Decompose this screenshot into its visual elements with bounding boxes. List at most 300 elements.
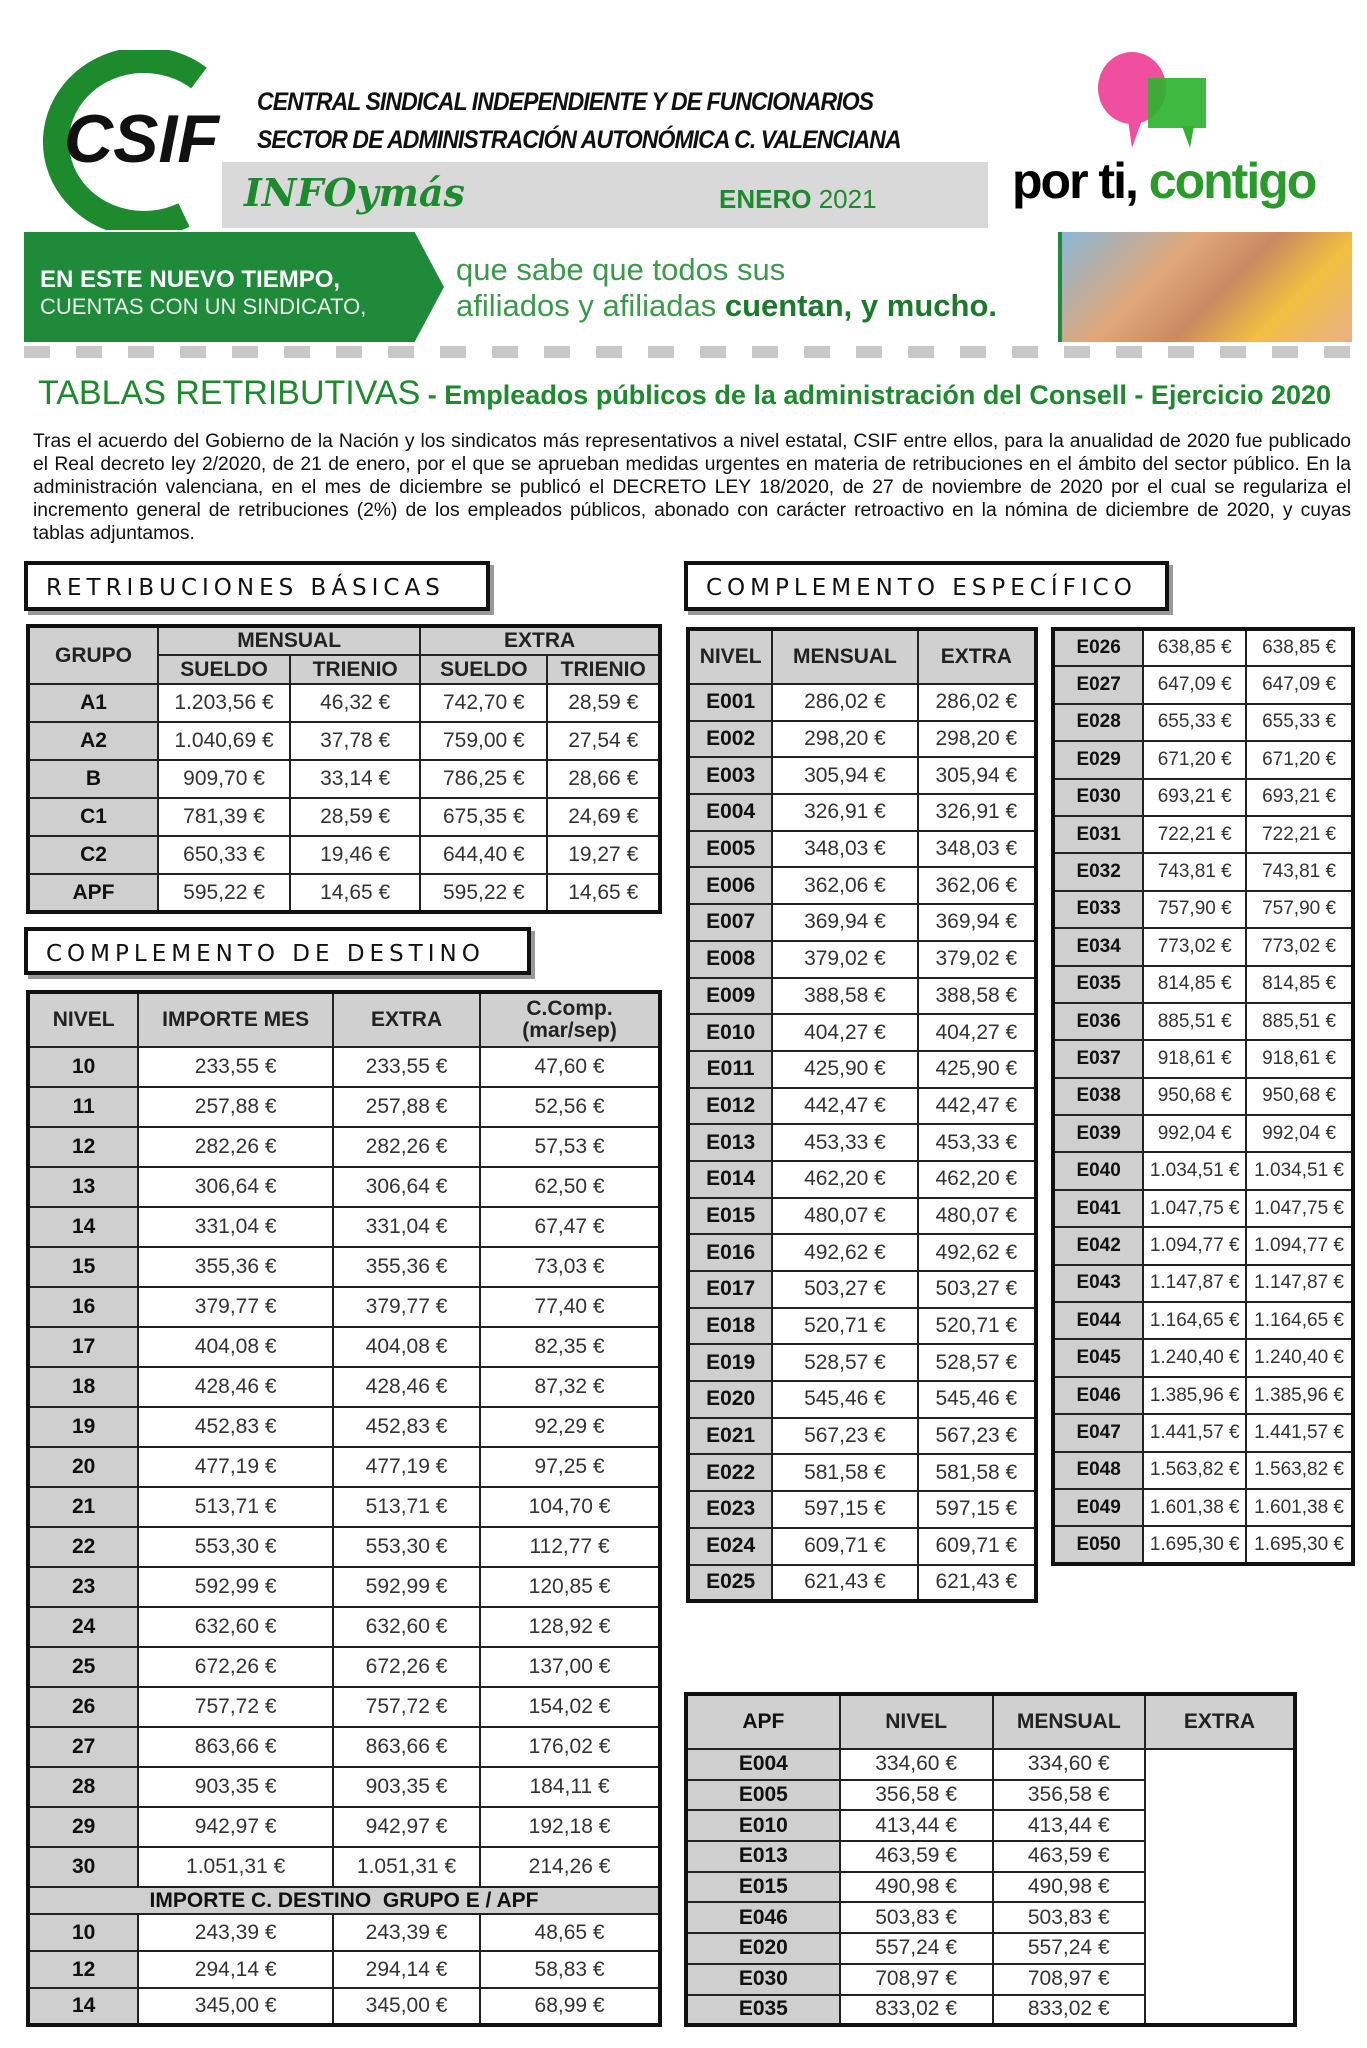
table-row	[28, 874, 660, 912]
nivel-e-label: 14	[28, 1988, 138, 2025]
nivel-apf-value: 708,97 €	[993, 1964, 1145, 1995]
table-row	[1053, 1265, 1353, 1302]
nivel-value: 477,19 €	[333, 1447, 480, 1487]
nivel-esp-label: E036	[1053, 1003, 1143, 1040]
nivel-esp-value: 1.563,82 €	[1143, 1452, 1246, 1489]
nivel-esp-label: E021	[688, 1418, 772, 1455]
nivel-esp-value: 638,85 €	[1246, 629, 1353, 666]
nivel-esp-value: 992,04 €	[1246, 1115, 1353, 1152]
nivel-label: 22	[28, 1527, 138, 1567]
nivel-label: 18	[28, 1367, 138, 1407]
table-row	[686, 1780, 1295, 1811]
nivel-esp-value: 773,02 €	[1143, 928, 1246, 965]
col-sueldo-extra: SUELDO	[420, 655, 547, 684]
grupo-value: 46,32 €	[290, 684, 420, 722]
nivel-label: 11	[28, 1087, 138, 1127]
nivel-esp-label: E014	[688, 1161, 772, 1198]
table-row	[1053, 1302, 1353, 1339]
slogan-part-b: contigo	[1148, 153, 1316, 209]
nivel-value: 233,55 €	[138, 1047, 333, 1087]
table-row	[688, 1565, 1036, 1602]
table-row	[28, 1167, 660, 1207]
nivel-esp-value: 671,20 €	[1143, 741, 1246, 778]
nivel-esp-value: 492,62 €	[772, 1234, 917, 1271]
grupo-value: 595,22 €	[420, 874, 547, 912]
table-row	[28, 1807, 660, 1847]
nivel-label: 10	[28, 1047, 138, 1087]
nivel-value: 306,64 €	[138, 1167, 333, 1207]
nivel-esp-value: 379,02 €	[918, 941, 1036, 978]
nivel-apf-label: E030	[686, 1964, 840, 1995]
nivel-apf-value: 490,98 €	[993, 1872, 1145, 1903]
nivel-value: 97,25 €	[480, 1447, 660, 1487]
nivel-esp-value: 609,71 €	[772, 1528, 917, 1565]
table-row	[28, 722, 660, 760]
nivel-value: 672,26 €	[138, 1647, 333, 1687]
nivel-esp-value: 950,68 €	[1143, 1078, 1246, 1115]
nivel-e-value: 243,39 €	[138, 1914, 333, 1951]
nivel-esp-value: 567,23 €	[918, 1418, 1036, 1455]
table-row	[688, 1014, 1036, 1051]
grupo-label: C1	[28, 798, 158, 836]
nivel-label: 16	[28, 1287, 138, 1327]
nivel-e-label: 10	[28, 1914, 138, 1951]
nivel-e-value: 48,65 €	[480, 1914, 660, 1951]
column-header: C.Comp. (mar/sep)	[480, 992, 660, 1047]
nivel-value: 214,26 €	[480, 1847, 660, 1887]
table-row	[688, 1344, 1036, 1381]
nivel-value: 632,60 €	[333, 1607, 480, 1647]
banner-right-bold: cuentan, y mucho.	[724, 288, 997, 323]
nivel-esp-value: 1.164,65 €	[1246, 1302, 1353, 1339]
column-header: NIVEL	[28, 992, 138, 1047]
nivel-e-value: 294,14 €	[333, 1951, 480, 1988]
table-row	[1053, 704, 1353, 741]
nivel-apf-value: 708,97 €	[840, 1964, 993, 1995]
nivel-esp-value: 286,02 €	[918, 684, 1036, 721]
nivel-e-value: 58,83 €	[480, 1951, 660, 1988]
nivel-value: 592,99 €	[333, 1567, 480, 1607]
nivel-value: 331,04 €	[333, 1207, 480, 1247]
table-row	[1053, 1489, 1353, 1526]
table-row	[28, 1988, 660, 2025]
edition-month: ENERO	[719, 184, 812, 214]
table-row	[1053, 779, 1353, 816]
nivel-esp-value: 655,33 €	[1246, 704, 1353, 741]
table-row	[1053, 1339, 1353, 1376]
nivel-esp-label: E042	[1053, 1227, 1143, 1264]
nivel-esp-value: 597,15 €	[918, 1491, 1036, 1528]
nivel-value: 282,26 €	[138, 1127, 333, 1167]
nivel-value: 52,56 €	[480, 1087, 660, 1127]
grupo-value: 759,00 €	[420, 722, 547, 760]
table-row	[688, 1491, 1036, 1528]
nivel-value: 355,36 €	[138, 1247, 333, 1287]
nivel-label: 12	[28, 1127, 138, 1167]
nivel-esp-value: 520,71 €	[918, 1308, 1036, 1345]
table-row	[1053, 1452, 1353, 1489]
nivel-value: 104,70 €	[480, 1487, 660, 1527]
nivel-label: 21	[28, 1487, 138, 1527]
nivel-esp-label: E028	[1053, 704, 1143, 741]
nivel-value: 73,03 €	[480, 1247, 660, 1287]
nivel-value: 47,60 €	[480, 1047, 660, 1087]
table-row	[688, 941, 1036, 978]
nivel-esp-label: E050	[1053, 1526, 1143, 1563]
nivel-esp-value: 305,94 €	[918, 757, 1036, 794]
grupo-value: 909,70 €	[158, 760, 290, 798]
nivel-esp-value: 1.601,38 €	[1143, 1489, 1246, 1526]
grupo-label: APF	[28, 874, 158, 912]
nivel-esp-label: E007	[688, 904, 772, 941]
nivel-value: 428,46 €	[138, 1367, 333, 1407]
nivel-esp-label: E016	[688, 1234, 772, 1271]
nivel-esp-value: 1.147,87 €	[1246, 1265, 1353, 1302]
nivel-e-value: 345,00 €	[333, 1988, 480, 2025]
nivel-esp-value: 655,33 €	[1143, 704, 1246, 741]
nivel-value: 404,08 €	[138, 1327, 333, 1367]
grupo-value: 19,46 €	[290, 836, 420, 874]
nivel-esp-value: 462,20 €	[772, 1161, 917, 1198]
nivel-apf-label: E013	[686, 1841, 840, 1872]
table-row	[28, 1527, 660, 1567]
grupo-value: 27,54 €	[547, 722, 660, 760]
nivel-esp-value: 621,43 €	[772, 1565, 917, 1602]
nivel-esp-label: E012	[688, 1088, 772, 1125]
table-row	[688, 904, 1036, 941]
banner-left-line2: CUENTAS CON UN SINDICATO,	[40, 294, 367, 319]
nivel-value: 757,72 €	[333, 1687, 480, 1727]
table-row	[28, 1567, 660, 1607]
table-row	[1053, 1040, 1353, 1077]
nivel-value: 553,30 €	[333, 1527, 480, 1567]
nivel-esp-value: 918,61 €	[1143, 1040, 1246, 1077]
table-row	[28, 1327, 660, 1367]
nivel-apf-value: 334,60 €	[840, 1749, 993, 1780]
slogan-part-a: por ti,	[1012, 153, 1137, 209]
nivel-esp-label: E011	[688, 1051, 772, 1088]
table-row	[688, 1198, 1036, 1235]
nivel-apf-value: 356,58 €	[993, 1780, 1145, 1811]
column-header: NIVEL	[688, 629, 772, 684]
nivel-e-value: 294,14 €	[138, 1951, 333, 1988]
nivel-apf-label: E010	[686, 1810, 840, 1841]
grupo-value: 14,65 €	[290, 874, 420, 912]
page-title	[38, 374, 1331, 413]
table-row	[1053, 1377, 1353, 1414]
grupo-value: 1.040,69 €	[158, 722, 290, 760]
nivel-label: 20	[28, 1447, 138, 1487]
column-header: EXTRA	[333, 992, 480, 1047]
nivel-esp-value: 1.695,30 €	[1246, 1526, 1353, 1563]
table-row	[1053, 1115, 1353, 1152]
nivel-label: 13	[28, 1167, 138, 1207]
table-row	[688, 1418, 1036, 1455]
table-row	[688, 1234, 1036, 1271]
nivel-esp-value: 528,57 €	[772, 1344, 917, 1381]
apf-group-label: APF	[686, 1694, 840, 1749]
nivel-esp-value: 286,02 €	[772, 684, 917, 721]
nivel-esp-value: 362,06 €	[772, 867, 917, 904]
nivel-esp-label: E044	[1053, 1302, 1143, 1339]
nivel-apf-label: E005	[686, 1780, 840, 1811]
nivel-label: 30	[28, 1847, 138, 1887]
table-row	[28, 1247, 660, 1287]
nivel-esp-value: 1.385,96 €	[1143, 1377, 1246, 1414]
nivel-esp-value: 404,27 €	[918, 1014, 1036, 1051]
nivel-value: 477,19 €	[138, 1447, 333, 1487]
nivel-esp-label: E002	[688, 721, 772, 758]
table-row	[28, 1951, 660, 1988]
nivel-esp-value: 425,90 €	[772, 1051, 917, 1088]
nivel-label: 29	[28, 1807, 138, 1847]
nivel-value: 553,30 €	[138, 1527, 333, 1567]
nivel-esp-value: 404,27 €	[772, 1014, 917, 1051]
table-row	[28, 1767, 660, 1807]
nivel-label: 28	[28, 1767, 138, 1807]
nivel-esp-label: E015	[688, 1198, 772, 1235]
section-header-basicas: RETRIBUCIONES BÁSICAS	[24, 561, 490, 611]
nivel-value: 903,35 €	[333, 1767, 480, 1807]
table-row	[28, 1647, 660, 1687]
nivel-esp-label: E031	[1053, 816, 1143, 853]
nivel-esp-value: 581,58 €	[772, 1454, 917, 1491]
nivel-value: 331,04 €	[138, 1207, 333, 1247]
nivel-esp-label: E032	[1053, 853, 1143, 890]
nivel-apf-value: 503,83 €	[840, 1902, 993, 1933]
nivel-esp-value: 757,90 €	[1143, 891, 1246, 928]
nivel-esp-value: 647,09 €	[1143, 666, 1246, 703]
table-row	[686, 1810, 1295, 1841]
nivel-esp-value: 638,85 €	[1143, 629, 1246, 666]
nivel-esp-value: 462,20 €	[918, 1161, 1036, 1198]
nivel-esp-value: 480,07 €	[918, 1198, 1036, 1235]
nivel-esp-value: 1.147,87 €	[1143, 1265, 1246, 1302]
table-row	[28, 836, 660, 874]
table-row	[688, 1161, 1036, 1198]
nivel-esp-label: E034	[1053, 928, 1143, 965]
nivel-esp-value: 950,68 €	[1246, 1078, 1353, 1115]
table-row	[688, 794, 1036, 831]
nivel-esp-value: 814,85 €	[1143, 966, 1246, 1003]
nivel-value: 192,18 €	[480, 1807, 660, 1847]
grupo-value: 675,35 €	[420, 798, 547, 836]
grupo-value: 644,40 €	[420, 836, 547, 874]
edition-date	[719, 184, 877, 215]
nivel-e-value: 68,99 €	[480, 1988, 660, 2025]
nivel-apf-value: 356,58 €	[840, 1780, 993, 1811]
nivel-esp-value: 757,90 €	[1246, 891, 1353, 928]
csif-logo	[24, 50, 224, 230]
banner-right-text: afiliados y afiliadas	[456, 288, 717, 323]
table-row	[1053, 1152, 1353, 1189]
edition-year: 2021	[818, 184, 877, 214]
grupo-value: 781,39 €	[158, 798, 290, 836]
nivel-esp-value: 442,47 €	[772, 1088, 917, 1125]
table-row	[688, 1271, 1036, 1308]
nivel-esp-value: 647,09 €	[1246, 666, 1353, 703]
table-row	[1053, 966, 1353, 1003]
grupo-label: A2	[28, 722, 158, 760]
table-row	[688, 684, 1036, 721]
nivel-esp-value: 621,43 €	[918, 1565, 1036, 1602]
nivel-apf-value: 413,44 €	[840, 1810, 993, 1841]
nivel-esp-label: E030	[1053, 779, 1143, 816]
nivel-esp-value: 609,71 €	[918, 1528, 1036, 1565]
table-row	[688, 867, 1036, 904]
section-header-destino: COMPLEMENTO DE DESTINO	[24, 927, 531, 975]
nivel-label: 27	[28, 1727, 138, 1767]
nivel-esp-value: 1.240,40 €	[1246, 1339, 1353, 1376]
table-row	[28, 1727, 660, 1767]
table-row	[688, 1088, 1036, 1125]
nivel-esp-label: E045	[1053, 1339, 1143, 1376]
table-row	[1053, 1227, 1353, 1264]
nivel-apf-value: 503,83 €	[993, 1902, 1145, 1933]
nivel-value: 257,88 €	[138, 1087, 333, 1127]
table-row	[28, 1087, 660, 1127]
nivel-esp-label: E006	[688, 867, 772, 904]
nivel-esp-value: 671,20 €	[1246, 741, 1353, 778]
nivel-label: 19	[28, 1407, 138, 1447]
slogan-logo	[1012, 50, 1342, 210]
nivel-esp-value: 1.695,30 €	[1143, 1526, 1246, 1563]
nivel-esp-value: 453,33 €	[918, 1124, 1036, 1161]
nivel-label: 24	[28, 1607, 138, 1647]
grupo-label: C2	[28, 836, 158, 874]
nivel-esp-value: 693,21 €	[1143, 779, 1246, 816]
nivel-value: 903,35 €	[138, 1767, 333, 1807]
nivel-value: 757,72 €	[138, 1687, 333, 1727]
nivel-apf-value: 833,02 €	[993, 1995, 1145, 2026]
nivel-esp-value: 1.094,77 €	[1143, 1227, 1246, 1264]
nivel-value: 87,32 €	[480, 1367, 660, 1407]
nivel-esp-value: 1.385,96 €	[1246, 1377, 1353, 1414]
nivel-esp-value: 369,94 €	[918, 904, 1036, 941]
nivel-esp-label: E009	[688, 978, 772, 1015]
nivel-value: 82,35 €	[480, 1327, 660, 1367]
column-header: EXTRA	[1145, 1694, 1295, 1749]
nivel-value: 306,64 €	[333, 1167, 480, 1207]
nivel-esp-value: 693,21 €	[1246, 779, 1353, 816]
svg-text:CSIF: CSIF	[64, 101, 219, 177]
nivel-esp-value: 388,58 €	[772, 978, 917, 1015]
table-row	[28, 1207, 660, 1247]
table-row	[688, 1124, 1036, 1161]
table-row	[28, 1687, 660, 1727]
nivel-esp-value: 326,91 €	[918, 794, 1036, 831]
nivel-value: 942,97 €	[333, 1807, 480, 1847]
table-row	[28, 1487, 660, 1527]
nivel-esp-label: E046	[1053, 1377, 1143, 1414]
banner-left-line1: EN ESTE NUEVO TIEMPO,	[40, 266, 341, 293]
column-header: MENSUAL	[772, 629, 917, 684]
table-row	[688, 1308, 1036, 1345]
table-row	[28, 1607, 660, 1647]
table-row	[686, 1933, 1295, 1964]
table-row	[28, 1914, 660, 1951]
dashed-divider	[24, 346, 1352, 358]
nivel-esp-label: E013	[688, 1124, 772, 1161]
nivel-value: 112,77 €	[480, 1527, 660, 1567]
nivel-label: 26	[28, 1687, 138, 1727]
nivel-apf-value: 833,02 €	[840, 1995, 993, 2026]
basic-pay-table	[26, 624, 662, 914]
nivel-value: 92,29 €	[480, 1407, 660, 1447]
title-main: TABLAS RETRIBUTIVAS	[38, 374, 421, 412]
table-row	[688, 1381, 1036, 1418]
table-row	[1053, 891, 1353, 928]
nivel-value: 67,47 €	[480, 1207, 660, 1247]
nivel-esp-value: 425,90 €	[918, 1051, 1036, 1088]
column-header: EXTRA	[918, 629, 1036, 684]
table-row	[686, 1872, 1295, 1903]
nivel-apf-label: E020	[686, 1933, 840, 1964]
nivel-value: 428,46 €	[333, 1367, 480, 1407]
table-row	[28, 1047, 660, 1087]
nivel-value: 379,77 €	[333, 1287, 480, 1327]
nivel-value: 404,08 €	[333, 1327, 480, 1367]
nivel-esp-value: 1.034,51 €	[1143, 1152, 1246, 1189]
col-mensual: MENSUAL	[158, 626, 420, 655]
nivel-esp-label: E040	[1053, 1152, 1143, 1189]
table-row	[686, 1902, 1295, 1933]
specific-complement-table-2	[1051, 627, 1355, 1566]
nivel-label: 25	[28, 1647, 138, 1687]
table-row	[1053, 666, 1353, 703]
nivel-apf-value: 463,59 €	[840, 1841, 993, 1872]
table-row	[686, 1995, 1295, 2026]
nivel-apf-label: E046	[686, 1902, 840, 1933]
table-row	[28, 684, 660, 722]
nivel-esp-label: E010	[688, 1014, 772, 1051]
col-trienio: TRIENIO	[290, 655, 420, 684]
nivel-esp-label: E035	[1053, 966, 1143, 1003]
nivel-esp-value: 1.441,57 €	[1246, 1414, 1353, 1451]
nivel-esp-label: E039	[1053, 1115, 1143, 1152]
table-row	[688, 1051, 1036, 1088]
table-row	[686, 1964, 1295, 1995]
table-row	[1053, 1190, 1353, 1227]
table-row	[1053, 1414, 1353, 1451]
nivel-esp-value: 520,71 €	[772, 1308, 917, 1345]
nivel-esp-label: E033	[1053, 891, 1143, 928]
nivel-value: 120,85 €	[480, 1567, 660, 1607]
nivel-esp-value: 453,33 €	[772, 1124, 917, 1161]
nivel-apf-label: E004	[686, 1749, 840, 1780]
nivel-value: 257,88 €	[333, 1087, 480, 1127]
nivel-e-label: 12	[28, 1951, 138, 1988]
nivel-label: 17	[28, 1327, 138, 1367]
nivel-esp-value: 567,23 €	[772, 1418, 917, 1455]
nivel-value: 154,02 €	[480, 1687, 660, 1727]
table-row	[1053, 1526, 1353, 1563]
nivel-label: 14	[28, 1207, 138, 1247]
table-row	[28, 1367, 660, 1407]
nivel-esp-value: 545,46 €	[772, 1381, 917, 1418]
nivel-esp-value: 528,57 €	[918, 1344, 1036, 1381]
nivel-esp-label: E038	[1053, 1078, 1143, 1115]
nivel-apf-value: 557,24 €	[840, 1933, 993, 1964]
col-grupo: GRUPO	[28, 626, 158, 684]
nivel-value: 137,00 €	[480, 1647, 660, 1687]
nivel-esp-value: 722,21 €	[1143, 816, 1246, 853]
speech-bubbles-icon	[1090, 50, 1220, 150]
bulletin-bar	[222, 162, 988, 228]
subheader-row	[28, 1887, 660, 1914]
nivel-esp-value: 348,03 €	[772, 831, 917, 868]
column-header: NIVEL	[840, 1694, 993, 1749]
